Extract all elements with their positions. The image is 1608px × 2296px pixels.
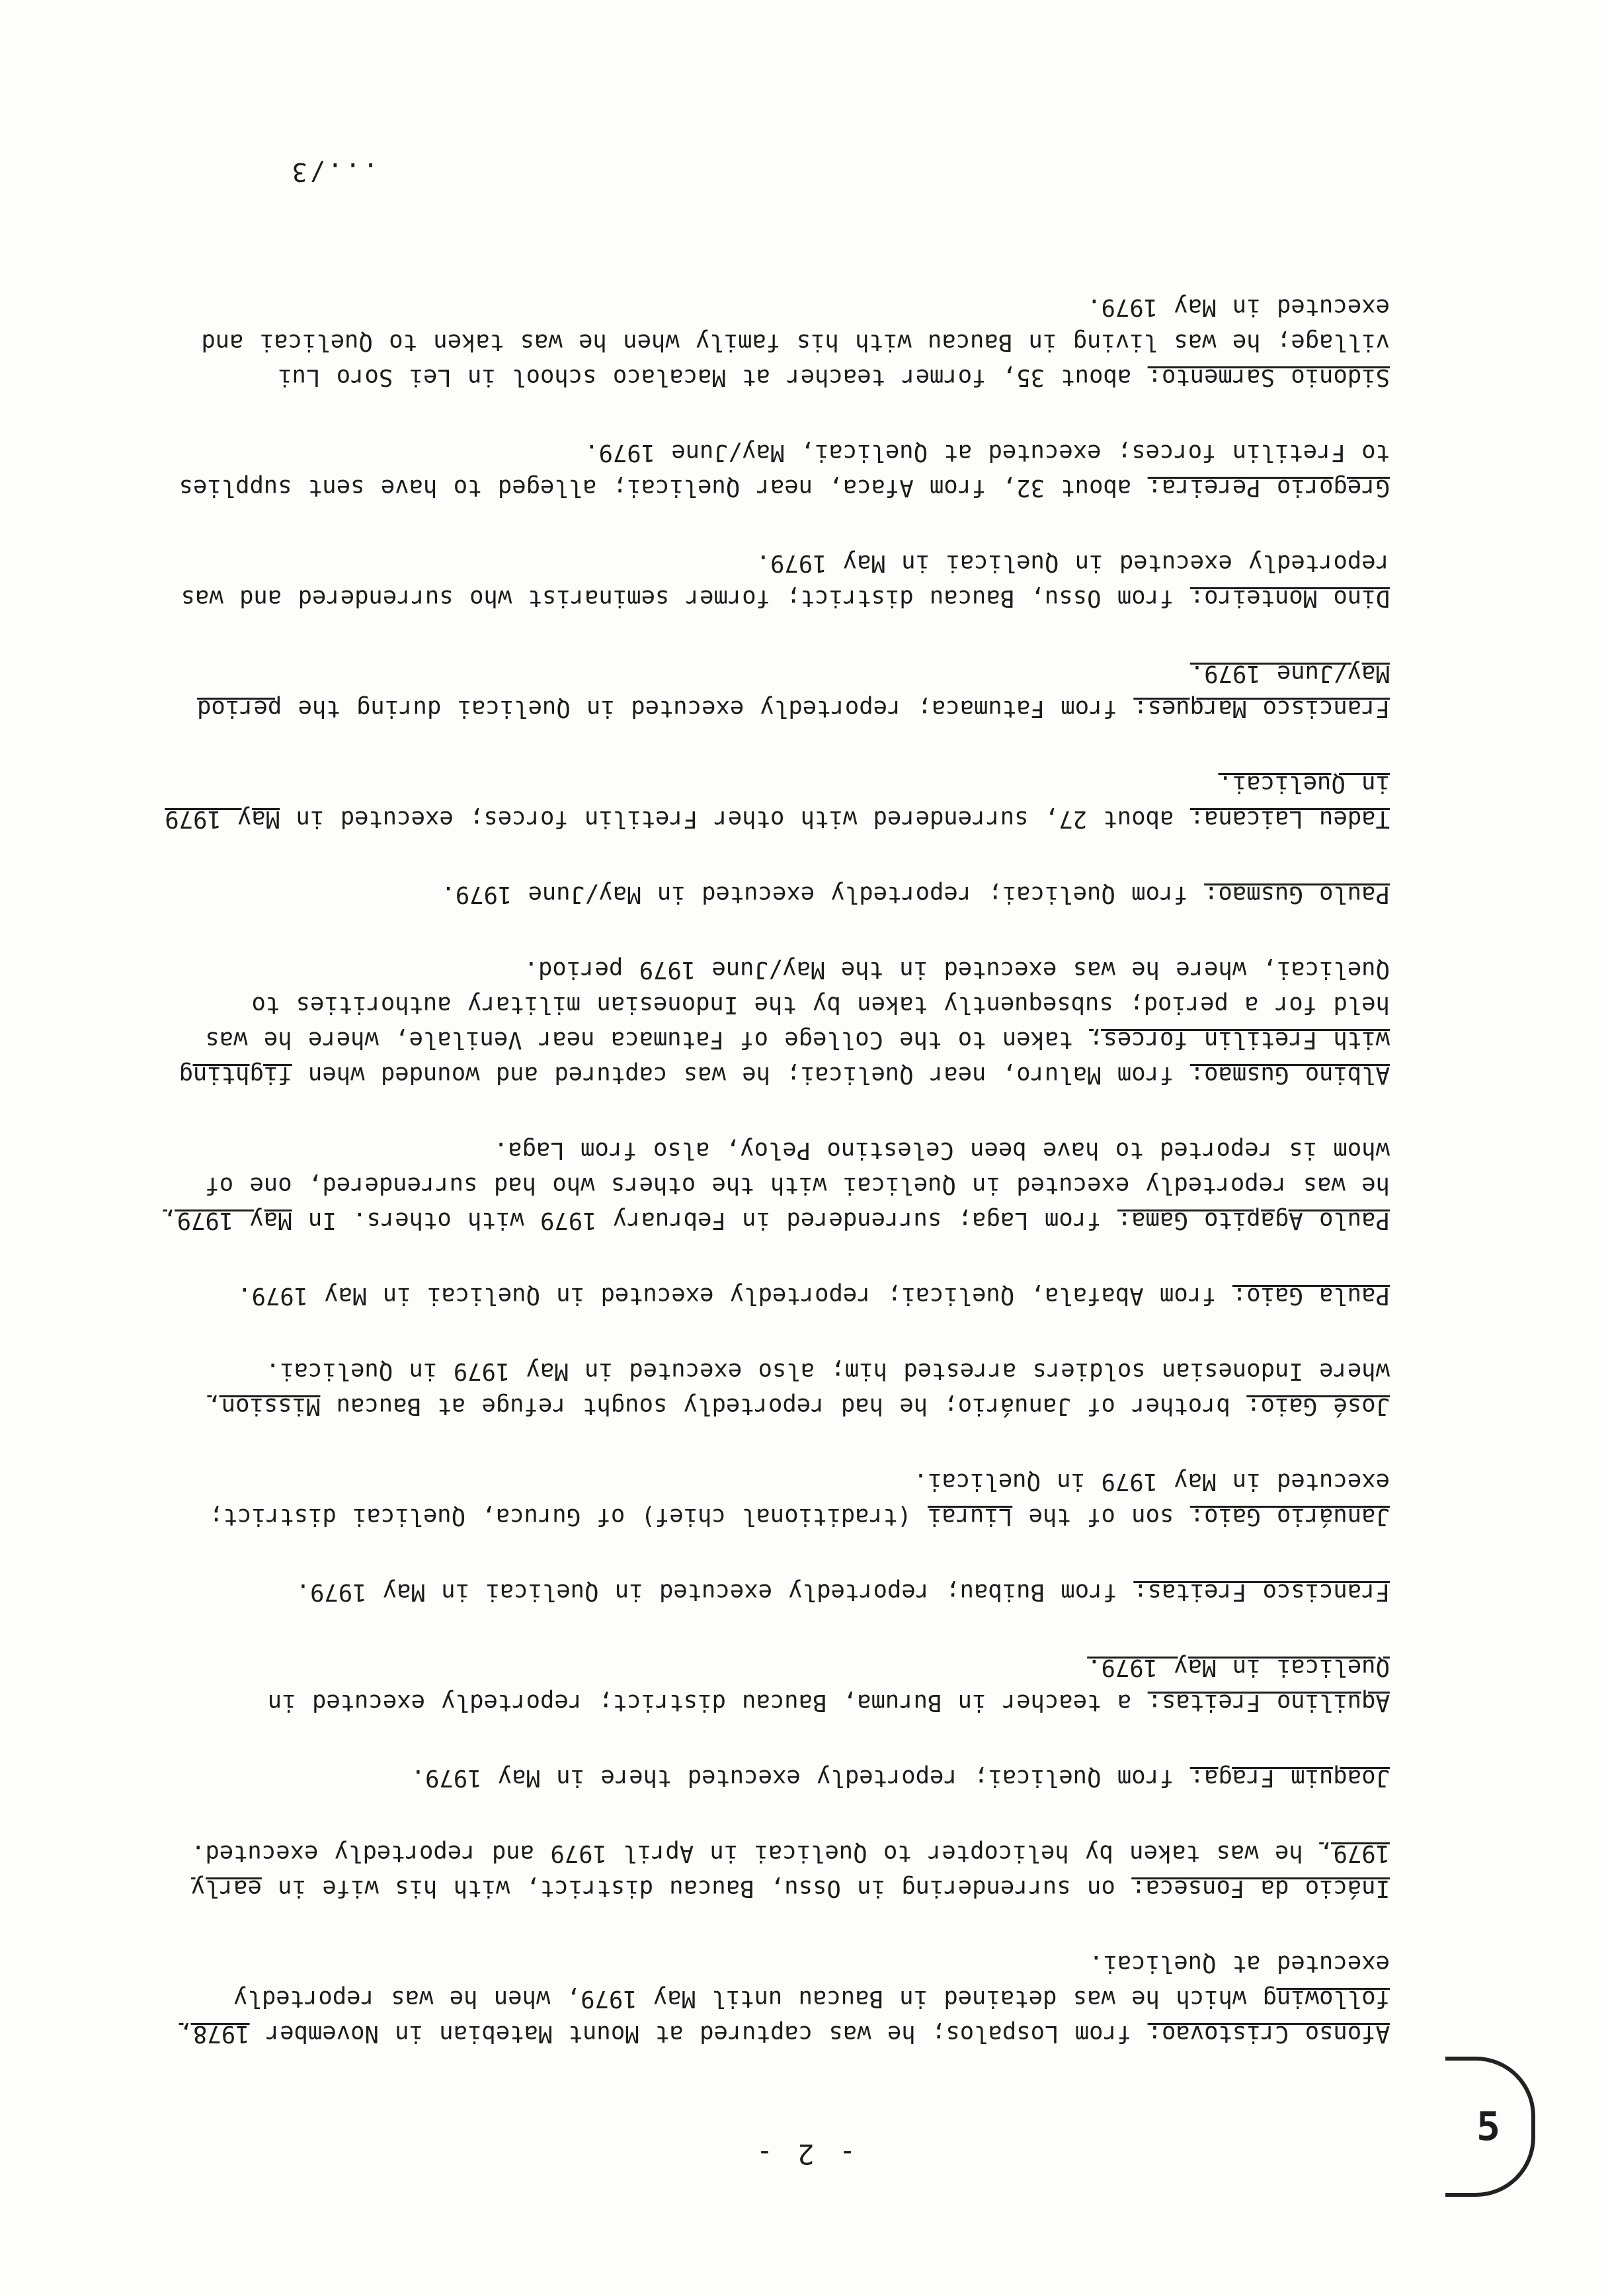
entry: Joaquim Fraga: from Quelicai; reportedly executed there in May 1979. xyxy=(411,1764,1390,1791)
entry-name: Joaquim Fraga: xyxy=(1189,1764,1390,1791)
entry: Sidonio Sarmento: about 35, former teacher at Macalaco school in Lei Soro Lui village; he was living in Baucau with his family when he was taken to Quelicai and executed in May 1979. xyxy=(201,294,1390,391)
entry-name: Albino Gusmao: xyxy=(1189,1061,1390,1088)
entry-name: Gregorio Pereira: xyxy=(1147,474,1390,501)
entry-name: José Gaio: xyxy=(1246,1393,1390,1420)
entry-name: Paulo Gusmao: xyxy=(1204,881,1390,908)
entry: Francisco Freitas: from Buibau; reportedly executed in Quelicai in May 1979. xyxy=(296,1578,1390,1606)
entry: Dino Monteiro: from Ossu, Baucau district; former seminarist who surrendered and was reportedly executed in Quelicai in May 1979. xyxy=(181,550,1390,612)
handwritten-mark-text: 5 xyxy=(1476,2104,1501,2150)
page-number: - 2 - xyxy=(752,2138,856,2170)
handwritten-mark xyxy=(1445,2057,1535,2197)
entry: Paulo Agapito Gama: from Laga; surrendered in February 1979 with others. In May 1979, he was reportedly executed in Quelicai with the others who had surrendered, one of whom is reported to have been Celestino Peloy, also from Laga. xyxy=(163,1137,1390,1234)
entry-name: Francisco Marques: xyxy=(1133,695,1390,722)
entry-name: Paulo Agapito Gama: xyxy=(1117,1207,1390,1234)
entry: Francisco Marques: from Fatumaca; reportedly executed in Quelicai during the period May/June 1979. xyxy=(197,660,1390,722)
entry: Gregorio Pereira: about 32, from Afaca, near Quelicai; alleged to have sent supplies to Fretilin forces; executed at Quelicai, May/June 1979. xyxy=(179,439,1390,501)
entry-name: Sidonio Sarmento: xyxy=(1147,364,1390,391)
entry: Januário Gaio: son of the Liurai (traditional chief) of Guruca, Quelicai district; executed in May 1979 in Quelicai. xyxy=(209,1468,1390,1530)
entry: Inácio da Fonseca: on surrendering in Ossu, Baucau district, with his wife in early 1979, he was taken by helicopter to Quelicai in April 1979 and reportedly executed. xyxy=(191,1840,1390,1902)
entry-name: Dino Monteiro: xyxy=(1189,585,1390,612)
entry: José Gaio: brother of Januário; he had reportedly sought refuge at Baucau Mission, where Indonesian soldiers arrested him; also executed in May 1979 in Quelicai. xyxy=(207,1358,1390,1420)
entry-list xyxy=(153,249,1390,2051)
entry-name: Aquilino Freitas: xyxy=(1147,1689,1390,1716)
entry-name: Januário Gaio: xyxy=(1189,1503,1390,1530)
entry-name: Paula Gaio: xyxy=(1232,1282,1390,1309)
entry-name: Afonso Cristovao: xyxy=(1147,2020,1390,2047)
entry: Paula Gaio: from Abafala, Quelicai; reportedly executed in Quelicai in May 1979. xyxy=(237,1282,1390,1309)
entry: Aquilino Freitas: a teacher in Buruma, Baucau district; reportedly executed in Quelicai in May 1979. xyxy=(267,1654,1390,1716)
entry: Paulo Gusmao: from Quelicai; reportedly executed in May/June 1979. xyxy=(441,881,1390,908)
continuation-mark: .../3 xyxy=(289,157,378,186)
entry-name: Tadeu Laicana: xyxy=(1189,805,1390,833)
entry-name: Inácio da Fonseca: xyxy=(1131,1875,1390,1902)
entry: Tadeu Laicana: about 27, surrendered with other Fretilin forces; executed in May 1979 in Quelicai. xyxy=(165,770,1390,833)
entry-name: Francisco Freitas: xyxy=(1133,1578,1390,1606)
entry: Albino Gusmao: from Maluro, near Quelicai; he was captured and wounded when fighting with Fretilin forces; taken to the College of Fatumaca near Venilale, where he was held for a period; subsequently taken by the Indonesian military authorities to Quelicai, where he was executed in the May/June 1979 period. xyxy=(179,956,1390,1088)
entry: Afonso Cristovao: from Lospalos; he was captured at Mount Matebian in November 1978, following which he was detained in Baucau until May 1979, when he was reportedly executed at Quelicai. xyxy=(179,1950,1390,2047)
